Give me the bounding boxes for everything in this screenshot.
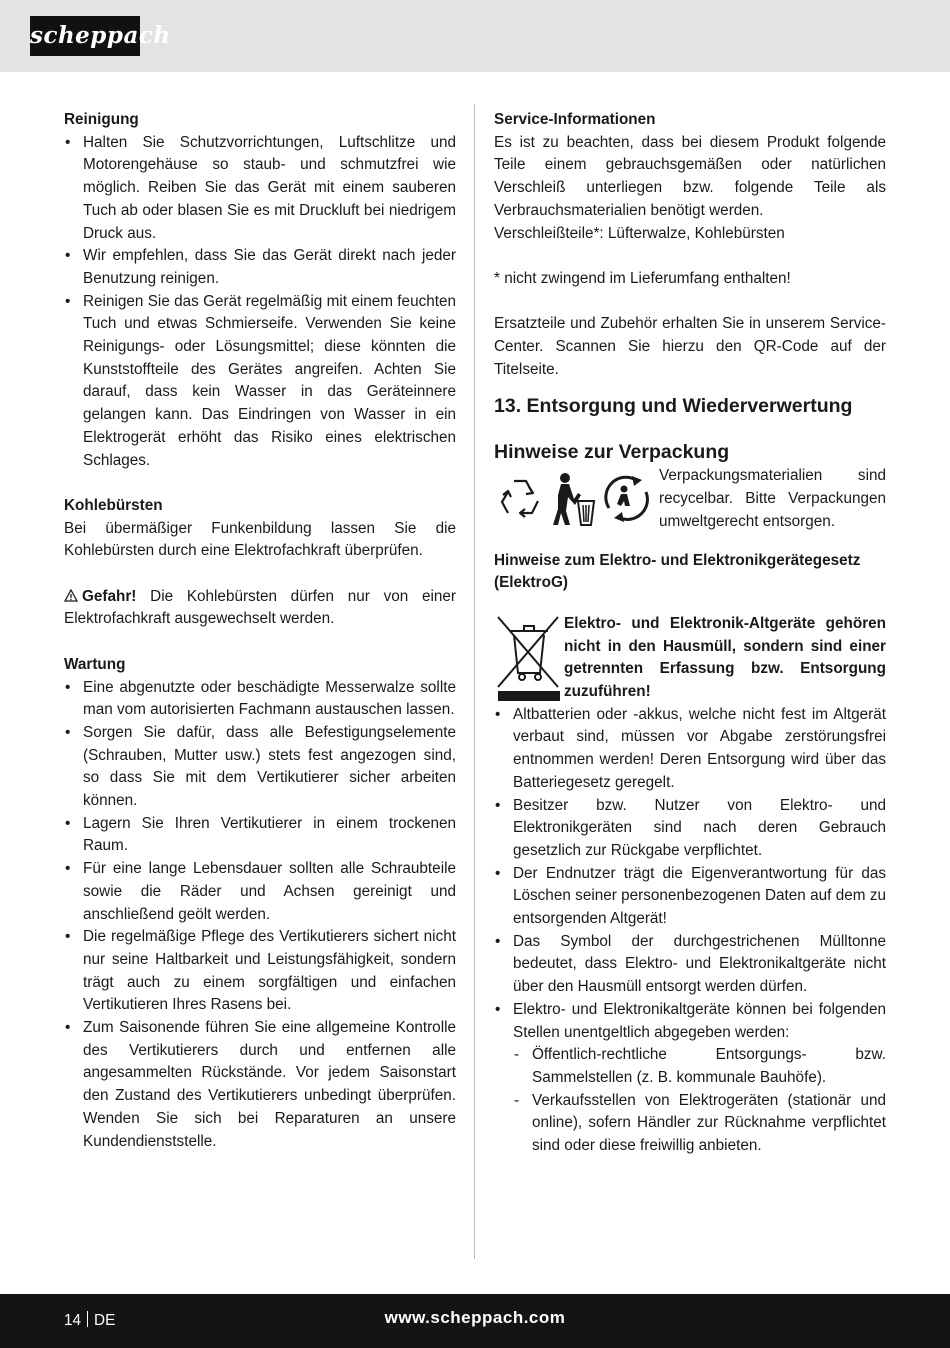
collection-points-list (513, 1044, 886, 1158)
weee-block (494, 613, 886, 704)
maintenance-heading: Wartung (64, 655, 126, 673)
list-item: • Für eine lange Lebensdauer sollten alle Schraubteile sowie die Räder und Achsen gereinigt und anschließend geölt werden. (64, 858, 456, 926)
recycling-loop-icon (600, 472, 654, 526)
service-heading: Service-Informationen (494, 111, 656, 128)
list-item: • Wir empfehlen, dass Sie das Gerät direkt nach jeder Benutzung reinigen. (64, 245, 456, 290)
list-item: • Der Endnutzer trägt die Eigenverantwortung für das Löschen seiner personenbezogenen Daten auf dem zu entsorgenden Altgerät! (494, 863, 886, 931)
brushes-heading: Kohlebürsten (64, 496, 163, 514)
sub-list-item: - Öffentlich-rechtliche Entsorgungs- bzw. Sammelstellen (z. B. kommunale Bauhöfe). (513, 1044, 886, 1089)
brand-logo: scheppach (30, 16, 140, 56)
footer (0, 1294, 950, 1348)
crossed-bin-icon (494, 613, 564, 703)
list-item (494, 999, 886, 1158)
list-item: • Eine abgenutzte oder beschädigte Messerwalze sollte man vom autorisierten Fachmann austauschen lassen. (64, 677, 456, 722)
list-item: • Die regelmäßige Pflege des Vertikutierers sichert nicht nur seine Haltbarkeit und Leistungsfähigkeit, sondern trägt auch zu einem sorgfältigen und einfachen Vertikutieren Ihres Rasens bei. (64, 926, 456, 1017)
disposal-list (494, 704, 886, 1158)
list-item: • Zum Saisonende führen Sie eine allgemeine Kontrolle des Vertikutierers durch und entfernen alle angesammelten Rückstände. Vor jedem Saisonstart den Zustand des Vertikutierers unbedingt überprüfen. Wenden Sie sich bei Reparaturen an unsere Kundendienststelle. (64, 1017, 456, 1153)
packaging-heading: Hinweise zur Verpackung (494, 441, 730, 464)
warning-triangle-icon (64, 589, 78, 602)
sub-list-item: - Verkaufsstellen von Elektrogeräten (stationär und online), sofern Händler zur Rücknahme verpflichtet sind oder diese freiwillig anbieten. (513, 1090, 886, 1158)
page-number: 14 (64, 1312, 82, 1329)
list-item: • Halten Sie Schutzvorrichtungen, Luftschlitze und Motorengehäuse so staub- und schmutzfrei wie möglich. Reiben Sie das Gerät mit einem sauberen Tuch ab oder blasen Sie es mit Druckluft bei niedrigem Druck aus. (64, 132, 456, 246)
footnote: * nicht zwingend im Lieferumfang enthalten! (494, 269, 791, 287)
cleaning-heading: Reinigung (64, 111, 139, 128)
list-item: • Lagern Sie Ihren Vertikutierer in einem trockenen Raum. (64, 813, 456, 858)
weee-text: Elektro- und Elektronik-Altgeräte gehören nicht in den Hausmüll, sondern sind einer getrennten Erfassung bzw. Entsorgung zuzuführen! (564, 614, 886, 701)
list-item: • Das Symbol der durchgestrichenen Mülltonne bedeutet, dass Elektro- und Elektronikaltgeräte nicht über den Hausmüll entsorgt werden dürfen. (494, 931, 886, 999)
list-item: • Sorgen Sie dafür, dass alle Befestigungselemente (Schrauben, Mutter usw.) stets fest angezogen sind, so dass Sie mit dem Vertikutierer sicher arbeiten können. (64, 722, 456, 813)
elektrog-heading: Hinweise zum Elektro- und Elektronikgerätegesetz (ElektroG) (494, 551, 861, 592)
danger-text: Die Kohlebürsten dürfen nur von einer Elektrofachkraft ausgewechselt werden. (64, 587, 457, 628)
language-code: DE (94, 1312, 116, 1329)
cleaning-list (64, 132, 456, 473)
service-text: Es ist zu beachten, dass bei diesem Produkt folgende Teile einem gebrauchsgemäßen oder natürlichen Verschleiß unterliegen bzw. folgende Teile als Verbrauchsmaterialien benötigt werden. (494, 133, 886, 219)
brushes-text: Bei übermäßiger Funkenbildung lassen Sie die Kohlebürsten durch eine Elektrofachkraft überprüfen. (64, 519, 456, 560)
list-item: • Reinigen Sie das Gerät regelmäßig mit einem feuchten Tuch und etwas Schmierseife. Verwenden Sie keine Reinigungs- oder Lösungsmittel; diese könnten die Kunststoffteile des Gerätes angreifen. Achten Sie darauf, dass kein Wasser in das Geräteinnere gelangen kann. Das Eindringen von Wasser in ein Elektrogerät erhöht das Risiko eines elektrischen Schlages. (64, 291, 456, 473)
list-item: • Altbatterien oder -akkus, welche nicht fest im Altgerät verbaut sind, müssen vor Abgabe zerstörungsfrei entnommen werden! Deren Entsorgung wird über das Batteriegesetz geregelt. (494, 704, 886, 795)
list-item: • Besitzer bzw. Nutzer von Elektro- und Elektronikgeräten sind nach deren Gebrauch gesetzlich zur Rückgabe verpflichtet. (494, 795, 886, 863)
tidyman-icon (550, 471, 596, 527)
right-column (494, 109, 886, 1158)
danger-note (64, 586, 456, 631)
packaging-text: Verpackungsmaterialien sind recycelbar. Bitte Verpackungen umweltgerecht entsorgen. (659, 467, 886, 530)
left-column (64, 109, 456, 1153)
spare-parts-text: Ersatzteile und Zubehör erhalten Sie in unserem Service-Center. Scannen Sie hierzu den QR-Code auf der Titelseite. (494, 315, 886, 378)
packaging-block (494, 465, 886, 533)
recycle-icon (494, 473, 546, 525)
wear-parts: Verschleißteile*: Lüfterwalze, Kohlebürsten (494, 224, 785, 242)
disposal-heading: 13. Entsorgung und Wiederverwertung (494, 395, 853, 418)
danger-label: Gefahr! (82, 587, 137, 605)
website-link[interactable]: www.scheppach.com (384, 1308, 566, 1327)
packaging-icons (494, 465, 659, 533)
column-divider (474, 104, 475, 1259)
maintenance-list (64, 677, 456, 1154)
list-item-text: Elektro- und Elektronikaltgeräte können bei folgenden Stellen unentgeltlich abgegeben werden: (513, 1000, 886, 1041)
